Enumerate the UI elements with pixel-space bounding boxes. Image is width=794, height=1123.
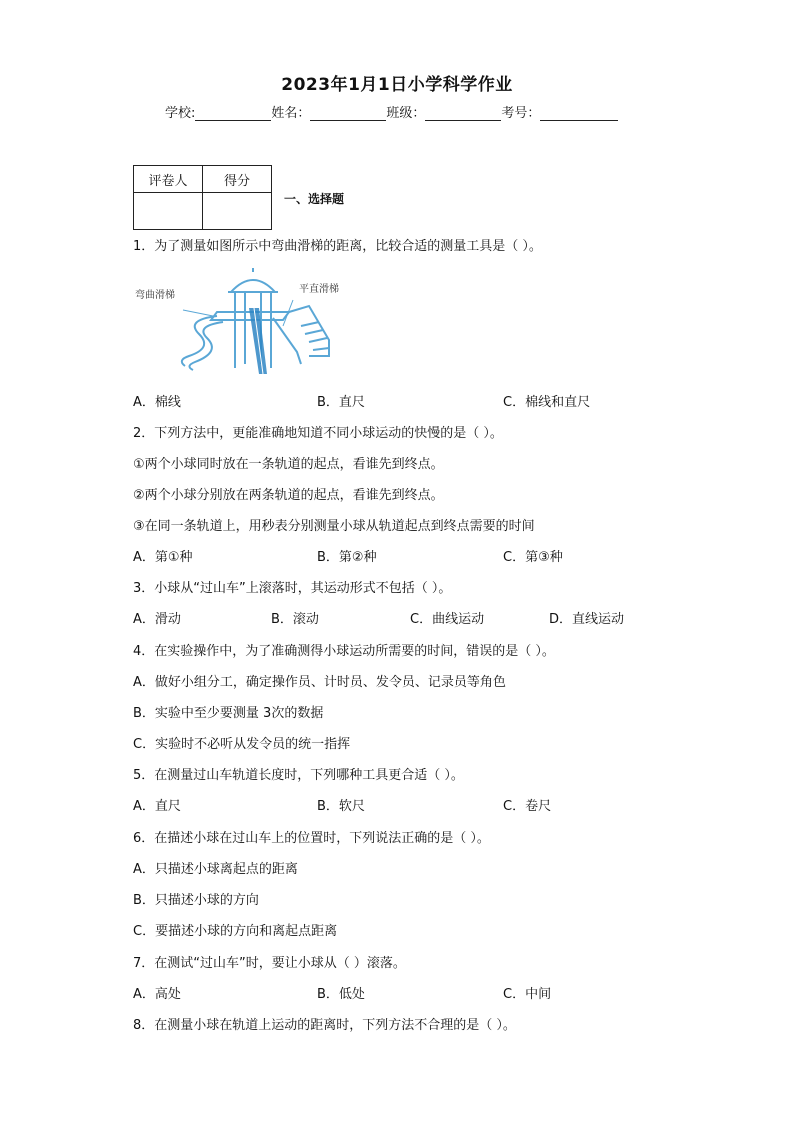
student-info-line: [165, 102, 618, 121]
score-table: [133, 165, 272, 230]
q7-option-c[interactable]: C．中间: [503, 987, 552, 1002]
label-straight-slide: 平直滑梯: [299, 284, 339, 295]
q4-option-b[interactable]: B．实验中至少要测量 3次的数据: [133, 706, 324, 721]
name-blank[interactable]: [310, 106, 386, 121]
question-1-stem: 1．为了测量如图所示中弯曲滑梯的距离，比较合适的测量工具是（ ）。: [133, 239, 542, 254]
question-6-stem: 6．在描述小球在过山车上的位置时，下列说法正确的是（ ）。: [133, 831, 490, 846]
q6-option-b[interactable]: B．只描述小球的方向: [133, 893, 259, 908]
q7-option-b[interactable]: B．低处: [317, 987, 365, 1002]
score-cell[interactable]: [203, 193, 272, 230]
q2-option-a[interactable]: A．第①种: [133, 550, 193, 565]
id-blank[interactable]: [540, 106, 618, 121]
q5-option-c[interactable]: C．卷尺: [503, 799, 552, 814]
q2-statement-1: ①两个小球同时放在一条轨道的起点，看谁先到终点。: [133, 457, 444, 472]
q2-option-b[interactable]: B．第②种: [317, 550, 377, 565]
q2-statement-2: ②两个小球分别放在两条轨道的起点，看谁先到终点。: [133, 488, 444, 503]
label-curved-slide: 弯曲滑梯: [135, 290, 175, 301]
section-title: 一、选择题: [284, 192, 345, 206]
id-label: 考号：: [501, 106, 541, 121]
class-label: 班级：: [386, 106, 426, 121]
q6-option-a[interactable]: A．只描述小球离起点的距离: [133, 862, 298, 877]
q7-option-a[interactable]: A．高处: [133, 987, 181, 1002]
question-7-stem: 7．在测试“过山车”时，要让小球从（ ）滚落。: [133, 956, 406, 971]
school-blank[interactable]: [195, 106, 271, 121]
reviewer-cell[interactable]: [134, 193, 203, 230]
q1-option-c[interactable]: C．棉线和直尺: [503, 395, 591, 410]
name-label: 姓名：: [271, 106, 311, 121]
score-header: 得分: [203, 166, 272, 193]
q1-option-a[interactable]: A．棉线: [133, 395, 181, 410]
q5-option-a[interactable]: A．直尺: [133, 799, 181, 814]
q3-option-a[interactable]: A．滑动: [133, 612, 181, 627]
question-4-stem: 4．在实验操作中，为了准确测得小球运动所需要的时间，错误的是（ ）。: [133, 644, 555, 659]
question-3-stem: 3．小球从“过山车”上滚落时，其运动形式不包括（ ）。: [133, 581, 452, 596]
q5-option-b[interactable]: B．软尺: [317, 799, 365, 814]
q4-option-a[interactable]: A．做好小组分工，确定操作员、计时员、发令员、记录员等角色: [133, 675, 506, 690]
q4-option-c[interactable]: C．实验时不必听从发令员的统一指挥: [133, 737, 351, 752]
question-5-stem: 5．在测量过山车轨道长度时，下列哪种工具更合适（ ）。: [133, 768, 464, 783]
school-label: 学校:: [165, 106, 196, 121]
q6-option-c[interactable]: C．要描述小球的方向和离起点距离: [133, 924, 338, 939]
q1-option-b[interactable]: B．直尺: [317, 395, 365, 410]
slide-illustration: [133, 268, 363, 380]
class-blank[interactable]: [425, 106, 501, 121]
q3-option-c[interactable]: C．曲线运动: [410, 612, 485, 627]
q2-statement-3: ③在同一条轨道上，用秒表分别测量小球从轨道起点到终点需要的时间: [133, 519, 535, 534]
question-2-stem: 2．下列方法中，更能准确地知道不同小球运动的快慢的是（ ）。: [133, 426, 503, 441]
page-title: 2023年1月1日小学科学作业: [281, 75, 513, 95]
q2-option-c[interactable]: C．第③种: [503, 550, 563, 565]
q3-option-b[interactable]: B．滚动: [271, 612, 319, 627]
question-8-stem: 8．在测量小球在轨道上运动的距离时，下列方法不合理的是（ ）。: [133, 1018, 516, 1033]
q3-option-d[interactable]: D．直线运动: [549, 612, 625, 627]
reviewer-header: 评卷人: [134, 166, 203, 193]
